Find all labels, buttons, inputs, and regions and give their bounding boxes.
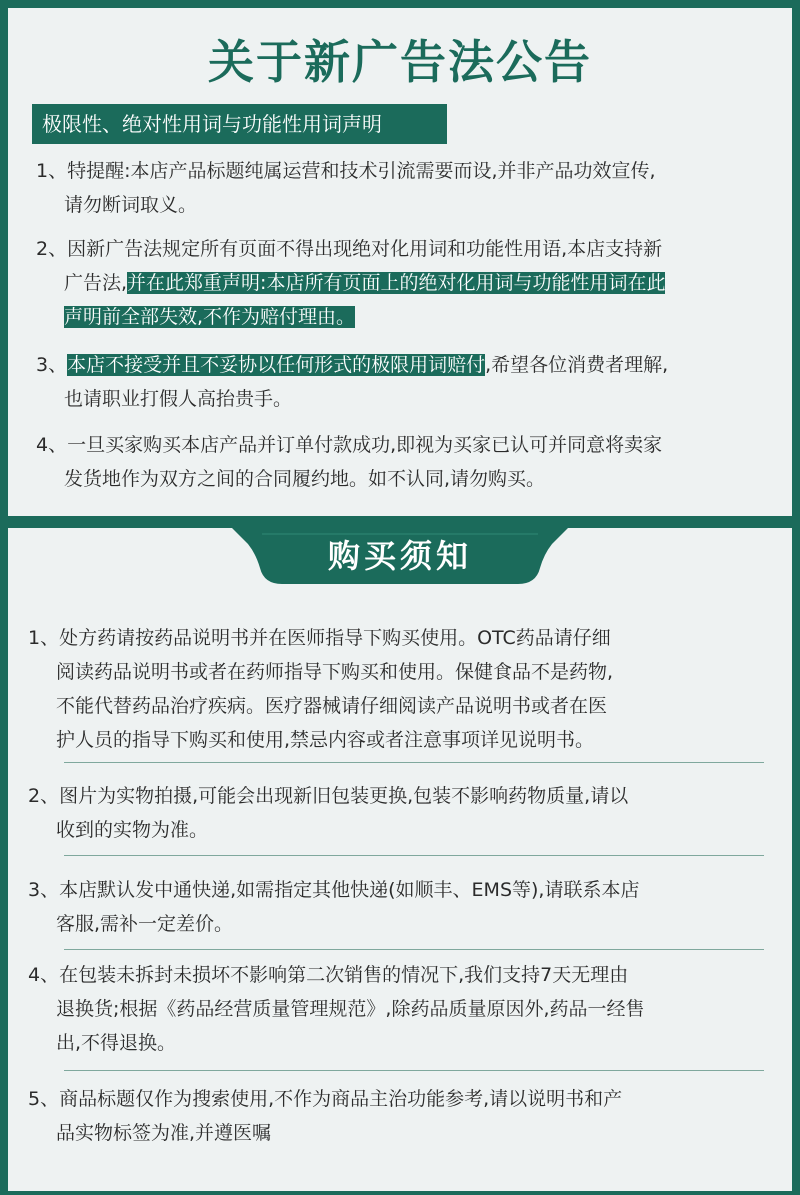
item-line: 请勿断词取义。 [64, 194, 198, 216]
item-line: 1、处方药请按药品说明书并在医师指导下购买使用。OTC药品请仔细 [28, 627, 611, 649]
notice-item-1 [28, 621, 778, 757]
divider [64, 949, 764, 951]
item-line: 1、特提醒:本店产品标题纯属运营和技术引流需要而设,并非产品功效宣传, [36, 160, 656, 182]
item-line: 3、本店默认发中通快递,如需指定其他快递(如顺丰、EMS等),请联系本店 [28, 879, 640, 901]
item-line: 出,不得退换。 [56, 1032, 177, 1054]
item-line: 品实物标签为准,并遵医嘱 [56, 1122, 272, 1144]
divider [64, 855, 764, 857]
purchase-notice-banner [232, 528, 568, 586]
notice-item-4 [28, 958, 778, 1060]
item-line: 不能代替药品治疗疾病。医疗器械请仔细阅读产品说明书或者在医 [56, 695, 608, 717]
divider [64, 762, 764, 764]
announcement-panel [8, 8, 792, 516]
announcement-item-1 [36, 154, 776, 222]
notice-item-3 [28, 873, 778, 941]
item-line: 护人员的指导下购买和使用,禁忌内容或者注意事项详见说明书。 [56, 729, 595, 751]
announcement-item-4 [36, 428, 776, 496]
item-text: 广告法, [64, 272, 128, 294]
item-text: ,希望各位消费者理解, [485, 354, 669, 376]
item-line [36, 348, 776, 382]
item-line: 4、一旦买家购买本店产品并订单付款成功,即视为买家已认可并同意将卖家 [36, 434, 663, 456]
item-line [36, 266, 776, 300]
section-subheading: 极限性、绝对性用词与功能性用词声明 [32, 104, 447, 144]
item-line: 退换货;根据《药品经营质量管理规范》,除药品质量原因外,药品一经售 [56, 998, 645, 1020]
announcement-item-3 [36, 348, 776, 416]
announcement-item-2 [36, 232, 776, 334]
highlight-text: 声明前全部失效,不作为赔付理由。 [64, 306, 356, 328]
notice-item-2 [28, 779, 778, 847]
banner-title: 购买须知 [327, 537, 472, 575]
highlight-text: 本店不接受并且不妥协以任何形式的极限用词赔付 [67, 354, 486, 376]
item-line: 5、商品标题仅作为搜索使用,不作为商品主治功能参考,请以说明书和产 [28, 1088, 623, 1110]
item-line [36, 300, 776, 334]
divider [64, 1070, 764, 1072]
notice-item-5 [28, 1082, 778, 1150]
item-line: 收到的实物为准。 [56, 819, 209, 841]
item-line: 也请职业打假人高抬贵手。 [64, 388, 293, 410]
page-title: 关于新广告法公告 [208, 35, 592, 89]
item-line: 4、在包装未拆封未损坏不影响第二次销售的情况下,我们支持7天无理由 [28, 964, 629, 986]
item-line: 2、图片为实物拍摄,可能会出现新旧包装更换,包装不影响药物质量,请以 [28, 785, 629, 807]
item-line: 阅读药品说明书或者在药师指导下购买和使用。保健食品不是药物, [56, 661, 614, 683]
highlight-text: 并在此郑重声明:本店所有页面上的绝对化用词与功能性用词在此 [127, 272, 666, 294]
item-line: 2、因新广告法规定所有页面不得出现绝对化用词和功能性用语,本店支持新 [36, 238, 663, 260]
item-number: 3、 [36, 354, 68, 376]
item-line: 发货地作为双方之间的合同履约地。如不认同,请勿购买。 [64, 468, 546, 490]
item-line: 客服,需补一定差价。 [56, 913, 234, 935]
